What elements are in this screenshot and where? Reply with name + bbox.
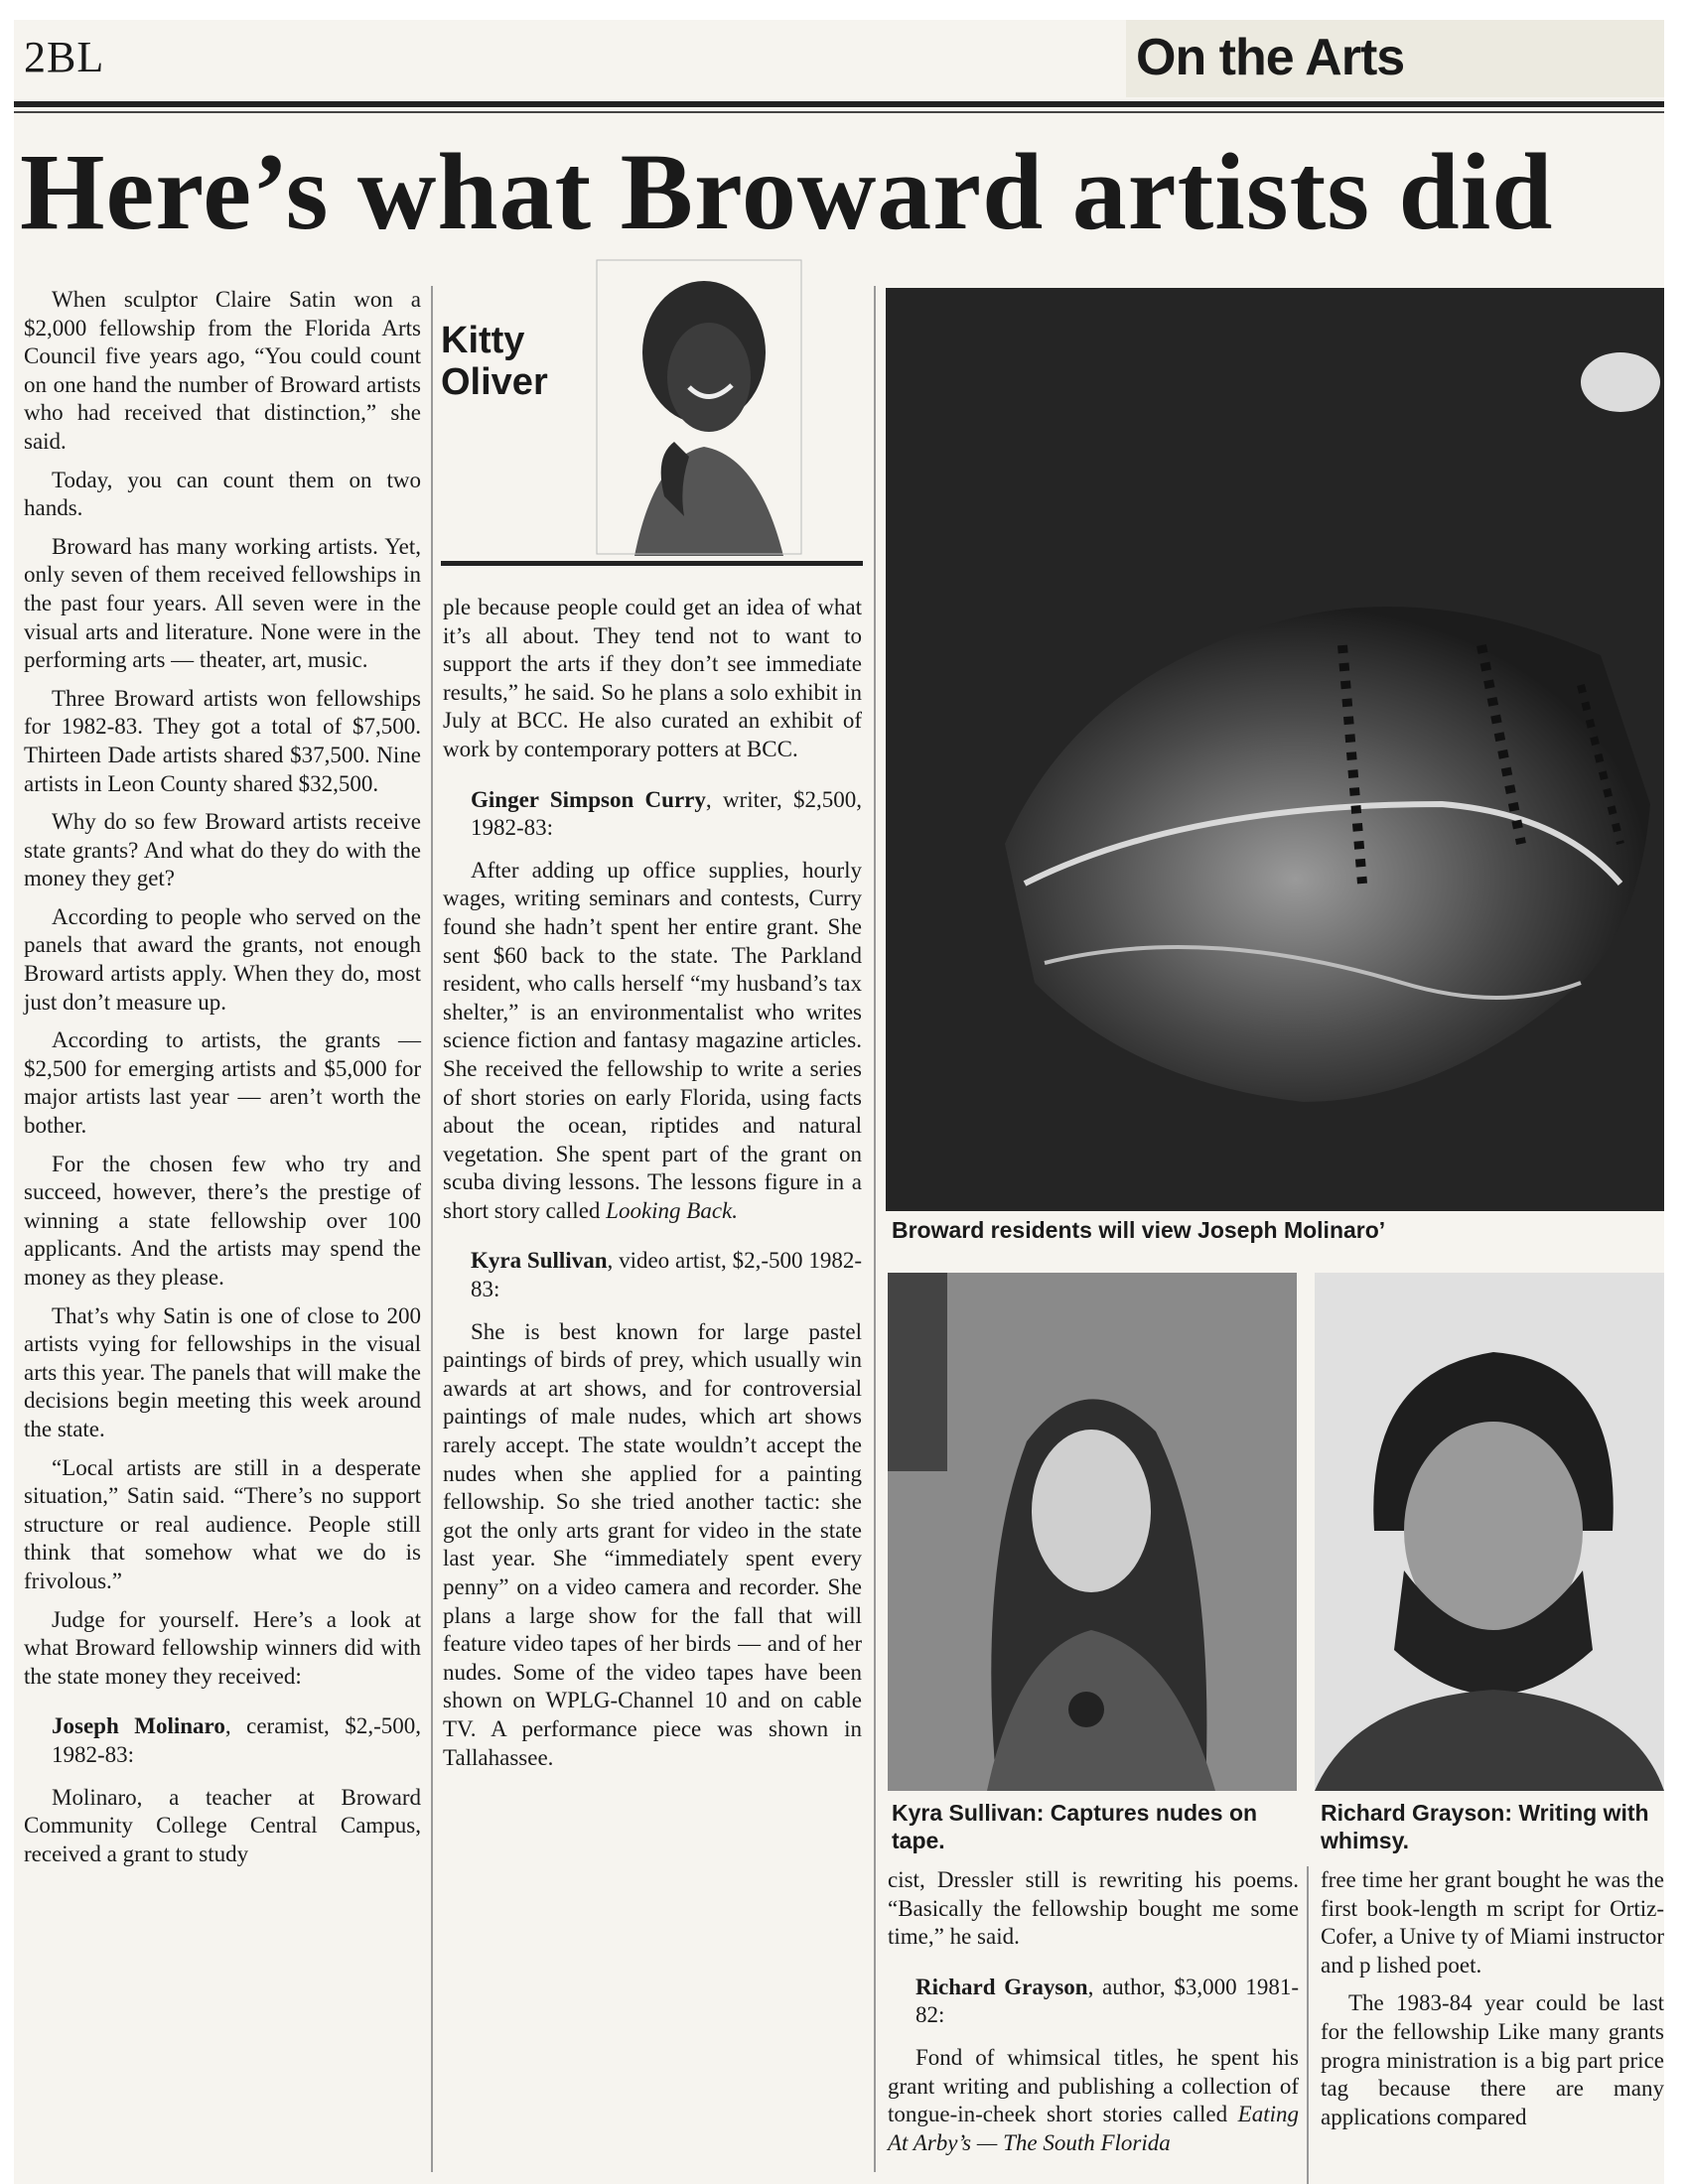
paragraph: After adding up office supplies, hourly wages, writing seminars and contests, Curry found she hadn’t spent her entire grant. She sent $60 back to the state. The Parkland resident, who calls herself “my husband’s tax shelter,” is an environmentalist who writes science fiction and fantasy magazine articles. She received the fellowship to write a series of short stories on early Florida, using facts about the ocean, riptides and natural vegetation. She spent part of the grant on scuba diving lessons. The lessons figure in a short story called Looking Back. bbox=[443, 857, 862, 1223]
artist-name: Richard Grayson bbox=[915, 1974, 1088, 1999]
paragraph: Molinaro, a teacher at Broward Community College Central Campus, received a grant to study bbox=[24, 1784, 421, 1866]
entry-byline: Richard Grayson, author, $3,000 1981-82: bbox=[915, 1974, 1300, 2028]
paragraph: free time her grant bought he was the first book-length m script for Ortiz-Cofer, a Unive ty of Miami instructor and p lished poet. bbox=[1321, 1867, 1664, 1978]
grayson-portrait bbox=[1315, 1273, 1664, 1791]
paragraph: Judge for yourself. Here’s a look at what Broward fellowship winners did with the state money they received: bbox=[24, 1606, 421, 1689]
sullivan-portrait bbox=[888, 1273, 1297, 1791]
section-title: On the Arts bbox=[1136, 29, 1405, 86]
paragraph: For the chosen few who try and succeed, however, there’s the prestige of winning a state fellowship over 100 applicants. And the artists may spend the money as they please. bbox=[24, 1151, 421, 1290]
entry-byline: Joseph Molinaro, ceramist, $2,-500, 1982-83: bbox=[52, 1713, 421, 1767]
entry-byline: Kyra Sullivan, video artist, $2,-500 1982-83: bbox=[471, 1248, 862, 1302]
paragraph: Why do so few Broward artists receive state grants? And what do they do with the money they get? bbox=[24, 809, 421, 891]
header-rule bbox=[14, 101, 1664, 107]
paragraph: “Local artists are still in a desperate situation,” Satin said. “There’s no support structure or real audience. People still think that somehow what we do is frivolous.” bbox=[24, 1454, 421, 1593]
paragraph: When sculptor Claire Satin won a $2,000 fellowship from the Florida Arts Council five years ago, “You could count on one hand the number of Broward artists who had received that distinction,” she said. bbox=[24, 287, 421, 454]
paragraph: Three Broward artists won fellowships for 1982-83. They got a total of $7,500. Thirteen Dade artists shared $37,500. Nine artists in Leon County shared $32,500. bbox=[24, 685, 421, 796]
column-1 bbox=[24, 286, 421, 1878]
headline: Here’s what Broward artists did bbox=[20, 131, 1554, 252]
paragraph: ple because people could get an idea of what it’s all about. They tend not to want to support the arts if they don’t see immediate results,” he said. So he plans a solo exhibit in July at BCC. He also curated an exhibit of work by contemporary potters at BCC. bbox=[443, 595, 862, 761]
sullivan-photo bbox=[888, 1273, 1297, 1791]
paragraph: That’s why Satin is one of close to 200 artists vying for fellowships in the visual arts this year. The panels that will make the decisions begin meeting this week around the state. bbox=[24, 1302, 421, 1441]
ceramic-photo bbox=[886, 288, 1664, 1211]
paragraph: According to people who served on the panels that award the grants, not enough Broward artists apply. When they do, most just don’t measure up. bbox=[24, 903, 421, 1015]
columnist-name: Kitty Oliver bbox=[441, 320, 548, 403]
paragraph: Fond of whimsical titles, he spent his grant writing and publishing a collection of tongue-in-cheek short stories called Eating At Arby’s — The South Florida bbox=[888, 2044, 1300, 2155]
columnist-portrait bbox=[595, 258, 803, 556]
artist-name: Kyra Sullivan bbox=[471, 1248, 608, 1274]
paragraph: The 1983-84 year could be last for the fellowship Like many grants progra ministration is a big part price tag because there are many applications compared bbox=[1321, 1990, 1664, 2129]
photo-caption: Kyra Sullivan: Captures nudes on tape. bbox=[892, 1800, 1258, 1853]
header-rule-thin bbox=[14, 111, 1664, 113]
column-divider bbox=[874, 286, 876, 2172]
column-divider bbox=[1307, 1866, 1309, 2184]
paragraph: She is best known for large pastel paintings of birds of prey, which usually win awards at art shows, and for controversial paintings of male nudes, which art shows rarely accept. The state wouldn’t accept the nudes when she applied for a painting fellowship. So she tried another tactic: she got the only arts grant for video in the state last year. She “immediately spent every penny” on a video camera and recorder. She plans a large show for the fall that will feature video tapes of her birds — and of her nudes. Some of the video tapes have been shown on WPLG-Channel 10 and on cable TV. A performance piece was shown in Tallahassee. bbox=[443, 1318, 862, 1770]
ceramic-image bbox=[886, 288, 1664, 1211]
artist-name: Joseph Molinaro bbox=[52, 1713, 225, 1739]
paragraph: According to artists, the grants — $2,500 for emerging artists and $5,000 for major artists last year — aren’t worth the bother. bbox=[24, 1027, 421, 1139]
photo-caption: Broward residents will view Joseph Molinaro’ bbox=[892, 1217, 1386, 1243]
page-number: 2BL bbox=[24, 33, 105, 81]
column-3 bbox=[888, 1866, 1299, 2167]
newspaper-clipping bbox=[14, 20, 1664, 2184]
artist-name: Ginger Simpson Curry bbox=[471, 786, 706, 812]
column-divider bbox=[431, 286, 433, 2172]
photo-caption: Richard Grayson: Writing with whimsy. bbox=[1321, 1800, 1649, 1853]
entry-byline: Ginger Simpson Curry, writer, $2,500, 1982-83: bbox=[471, 786, 862, 841]
byline-rule bbox=[441, 561, 863, 566]
paragraph: cist, Dressler still is rewriting his poems. “Basically the fellowship bought me some time,” he said. bbox=[888, 1867, 1299, 1950]
column-4 bbox=[1321, 1866, 1664, 2141]
paragraph: Today, you can count them on two hands. bbox=[24, 467, 421, 521]
column-2 bbox=[443, 594, 862, 1782]
paragraph: Broward has many working artists. Yet, only seven of them received fellowships in the past four years. All seven were in the visual arts and literature. None were in the performing arts — theater, art, music. bbox=[24, 533, 421, 673]
grayson-photo bbox=[1315, 1273, 1664, 1791]
